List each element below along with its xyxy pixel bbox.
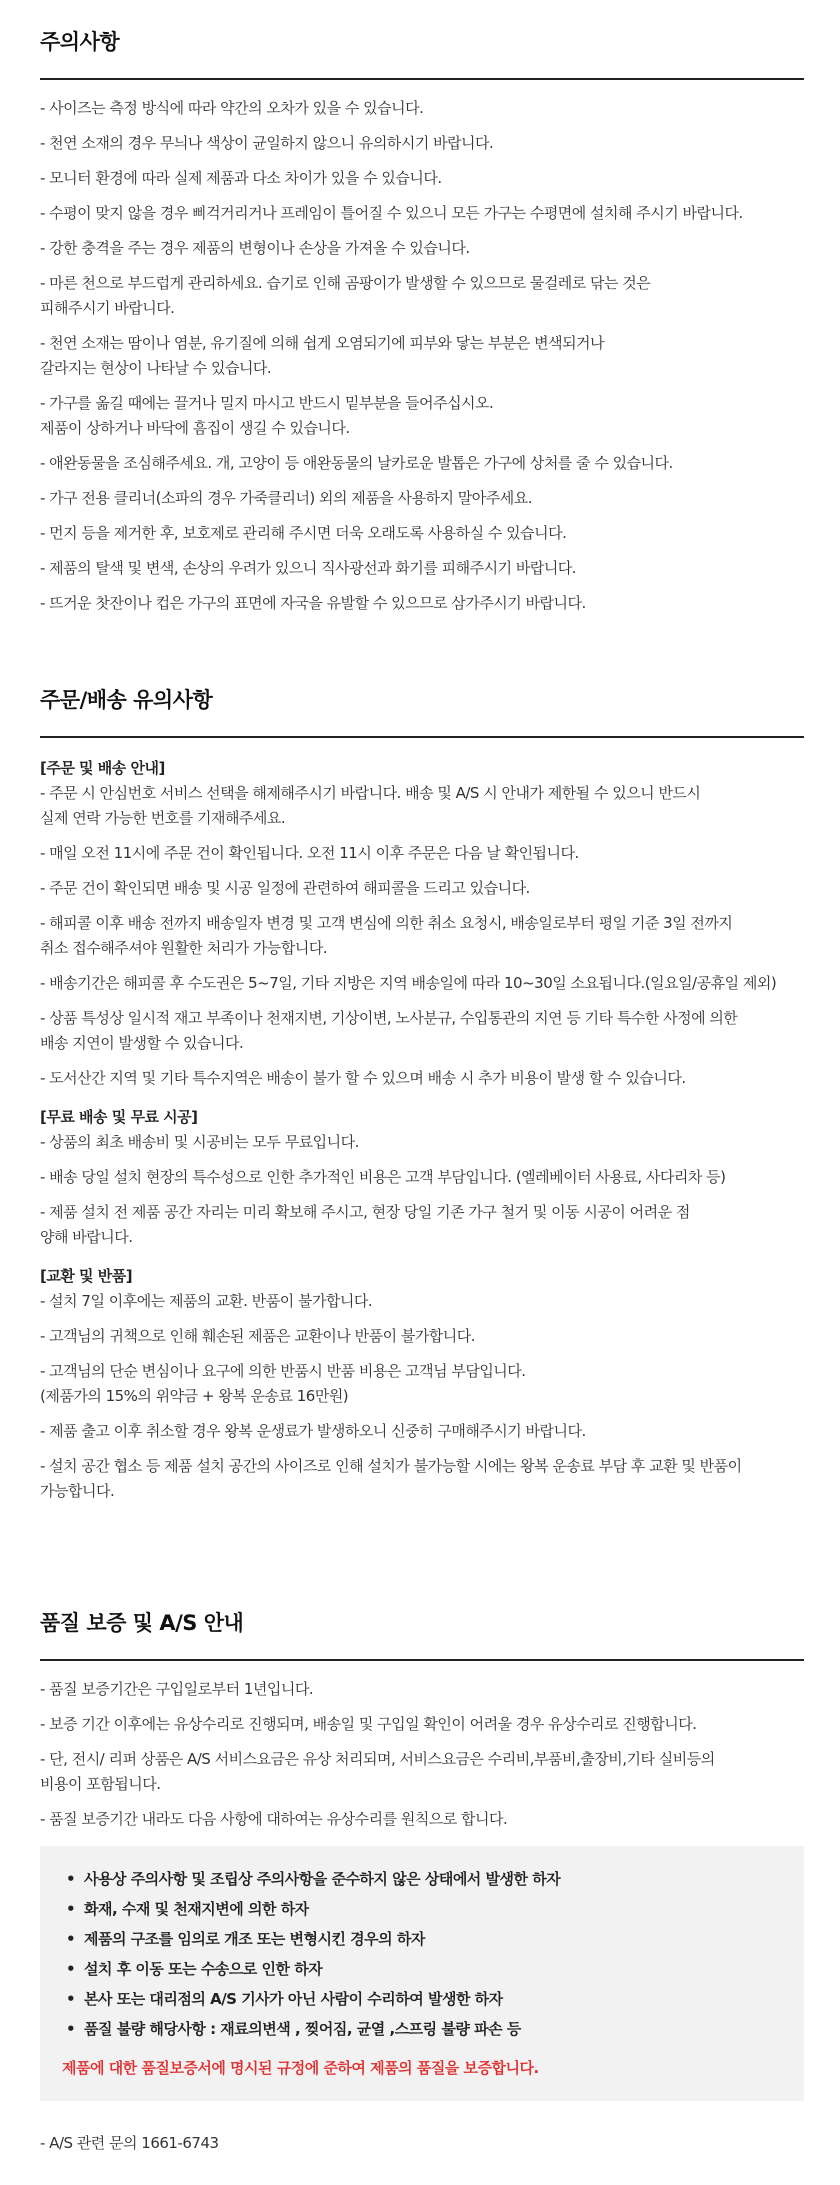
free-shipping-heading: [무료 배송 및 무료 시공] (40, 1108, 198, 1126)
paid-repair-item: • 화재, 수재 및 천재지변에 의한 하자 (62, 1894, 778, 1924)
list-item: - 보증 기간 이후에는 유상수리로 진행되며, 배송일 및 구입일 확인이 어려울 경우 유상수리로 진행합니다. (40, 1715, 697, 1733)
list-item: - 배송 당일 설치 현장의 특수성으로 인한 추가적인 비용은 고객 부담입니다. (엘레베이터 사용료, 사다리차 등) (40, 1168, 726, 1186)
list-item: - 주문 건이 확인되면 배송 및 시공 일정에 관련하여 해피콜을 드리고 있습니다. (40, 879, 530, 897)
paid-repair-item: • 사용상 주의사항 및 조립상 주의사항을 준수하지 않은 상태에서 발생한 하자 (62, 1864, 778, 1894)
exchange-return-group (40, 1264, 804, 1504)
bullet-icon: • (66, 1870, 76, 1888)
paid-repair-box (40, 1846, 804, 2101)
list-item: - 품질 보증기간은 구입일로부터 1년입니다. (40, 1680, 314, 1698)
list-item: - 사이즈는 측정 방식에 따라 약간의 오차가 있을 수 있습니다. (40, 99, 424, 117)
list-item: - 설치 7일 이후에는 제품의 교환. 반품이 불가합니다. (40, 1292, 373, 1310)
list-item: - 해피콜 이후 배송 전까지 배송일자 변경 및 고객 변심에 의한 취소 요청시, 배송일로부터 평일 기준 3일 전까지 취소 접수해주셔야 원활한 처리가 가능합니다. (40, 914, 733, 957)
list-item: - 상품의 최초 배송비 및 시공비는 모두 무료입니다. (40, 1133, 359, 1151)
list-item: - 제품 출고 이후 취소할 경우 왕복 운생료가 발생하오니 신중히 구매해주시기 바랍니다. (40, 1422, 586, 1440)
list-item: - 강한 충격을 주는 경우 제품의 변형이나 손상을 가져올 수 있습니다. (40, 239, 470, 257)
list-item: - 가구를 옮길 때에는 끌거나 밀지 마시고 반드시 밑부분을 들어주십시오. 제품이 상하거나 바닥에 흠집이 생길 수 있습니다. (40, 394, 494, 437)
paid-repair-item: • 제품의 구조를 임의로 개조 또는 변형시킨 경우의 하자 (62, 1924, 778, 1954)
warranty-section (40, 1609, 804, 2156)
list-item: - 주문 시 안심번호 서비스 선택을 해제해주시기 바랍니다. 배송 및 A/S 시 안내가 제한될 수 있으니 반드시 실제 연락 가능한 번호를 기재해주세요. (40, 784, 701, 827)
caution-section (40, 28, 804, 616)
warranty-list (40, 1677, 804, 1832)
warranty-title: 품질 보증 및 A/S 안내 (40, 1611, 244, 1635)
order-shipping-heading: [주문 및 배송 안내] (40, 759, 165, 777)
list-item: - 매일 오전 11시에 주문 건이 확인됩니다. 오전 11시 이후 주문은 다음 날 확인됩니다. (40, 844, 579, 862)
list-item: - 설치 공간 협소 등 제품 설치 공간의 사이즈로 인해 설치가 불가능할 시에는 왕복 운송료 부담 후 교환 및 반품이 가능합니다. (40, 1457, 742, 1500)
list-item: - 고객님의 단순 변심이나 요구에 의한 반품시 반품 비용은 고객님 부담입니다. (제품가의 15%의 위약금 + 왕복 운송료 16만원) (40, 1362, 526, 1405)
order-shipping-group (40, 756, 804, 1091)
list-item: - 애완동물을 조심해주세요. 개, 고양이 등 애완동물의 날카로운 발톱은 가구에 상처를 줄 수 있습니다. (40, 454, 673, 472)
bullet-icon: • (66, 1960, 76, 1978)
order-title: 주문/배송 유의사항 (40, 688, 213, 712)
warranty-warning: 제품에 대한 품질보증서에 명시된 규정에 준하여 제품의 품질을 보증합니다. (62, 2059, 539, 2077)
list-item: - 배송기간은 해피콜 후 수도권은 5~7일, 기타 지방은 지역 배송일에 따라 10~30일 소요됩니다.(일요일/공휴일 제외) (40, 974, 777, 992)
list-item: - 상품 특성상 일시적 재고 부족이나 천재지변, 기상이변, 노사분규, 수입통관의 지연 등 기타 특수한 사정에 의한 배송 지연이 발생할 수 있습니다. (40, 1009, 738, 1052)
list-item: - 도서산간 지역 및 기타 특수지역은 배송이 불가 할 수 있으며 배송 시 추가 비용이 발생 할 수 있습니다. (40, 1069, 686, 1087)
list-item: - 품질 보증기간 내라도 다음 사항에 대하여는 유상수리를 원칙으로 합니다. (40, 1810, 508, 1828)
list-item: - 뜨거운 찻잔이나 컵은 가구의 표면에 자국을 유발할 수 있으므로 삼가주시기 바랍니다. (40, 594, 586, 612)
paid-repair-item: • 설치 후 이동 또는 수송으로 인한 하자 (62, 1954, 778, 1984)
paid-repair-list (62, 1864, 778, 2044)
bullet-icon: • (66, 2020, 76, 2038)
list-item: - 천연 소재는 땀이나 염분, 유기질에 의해 쉽게 오염되기에 피부와 닿는 부분은 변색되거나 갈라지는 현상이 나타날 수 있습니다. (40, 334, 605, 377)
list-item: - 천연 소재의 경우 무늬나 색상이 균일하지 않으니 유의하시기 바랍니다. (40, 134, 494, 152)
caution-title: 주의사항 (40, 30, 120, 54)
list-item: - 고객님의 귀책으로 인해 훼손된 제품은 교환이나 반품이 불가합니다. (40, 1327, 476, 1345)
bullet-icon: • (66, 1990, 76, 2008)
caution-divider (40, 78, 804, 80)
list-item: - 가구 전용 클리너(소파의 경우 가죽클리너) 외의 제품을 사용하지 말아주세요. (40, 489, 532, 507)
warranty-divider (40, 1659, 804, 1661)
exchange-return-list (40, 1289, 804, 1504)
list-item: - 모니터 환경에 따라 실제 제품과 다소 차이가 있을 수 있습니다. (40, 169, 442, 187)
list-item: - 수평이 맞지 않을 경우 삐걱거리거나 프레임이 틀어질 수 있으니 모든 가구는 수평면에 설치해 주시기 바랍니다. (40, 204, 743, 222)
as-contact: - A/S 관련 문의 1661-6743 (40, 2134, 219, 2152)
order-divider (40, 736, 804, 738)
paid-repair-item: • 품질 불량 해당사항 : 재료의변색 , 찢어짐, 균열 ,스프링 불량 파손 등 (62, 2014, 778, 2044)
bullet-icon: • (66, 1930, 76, 1948)
free-shipping-group (40, 1105, 804, 1250)
free-shipping-list (40, 1130, 804, 1250)
list-item: - 마른 천으로 부드럽게 관리하세요. 습기로 인해 곰팡이가 발생할 수 있으므로 물걸레로 닦는 것은 피해주시기 바랍니다. (40, 274, 651, 317)
list-item: - 먼지 등을 제거한 후, 보호제로 관리해 주시면 더욱 오래도록 사용하실 수 있습니다. (40, 524, 567, 542)
order-section (40, 686, 804, 1504)
list-item: - 제품 설치 전 제품 공간 자리는 미리 확보해 주시고, 현장 당일 기존 가구 철거 및 이동 시공이 어려운 점 양해 바랍니다. (40, 1203, 690, 1246)
caution-list (40, 96, 804, 616)
paid-repair-item: • 본사 또는 대리점의 A/S 기사가 아닌 사람이 수리하여 발생한 하자 (62, 1984, 778, 2014)
list-item: - 제품의 탈색 및 변색, 손상의 우려가 있으니 직사광선과 화기를 피해주시기 바랍니다. (40, 559, 577, 577)
bullet-icon: • (66, 1900, 76, 1918)
exchange-return-heading: [교환 및 반품] (40, 1267, 133, 1285)
order-shipping-list (40, 781, 804, 1091)
list-item: - 단, 전시/ 리퍼 상품은 A/S 서비스요금은 유상 처리되며, 서비스요금은 수리비,부품비,출장비,기타 실비등의 비용이 포함됩니다. (40, 1750, 715, 1793)
